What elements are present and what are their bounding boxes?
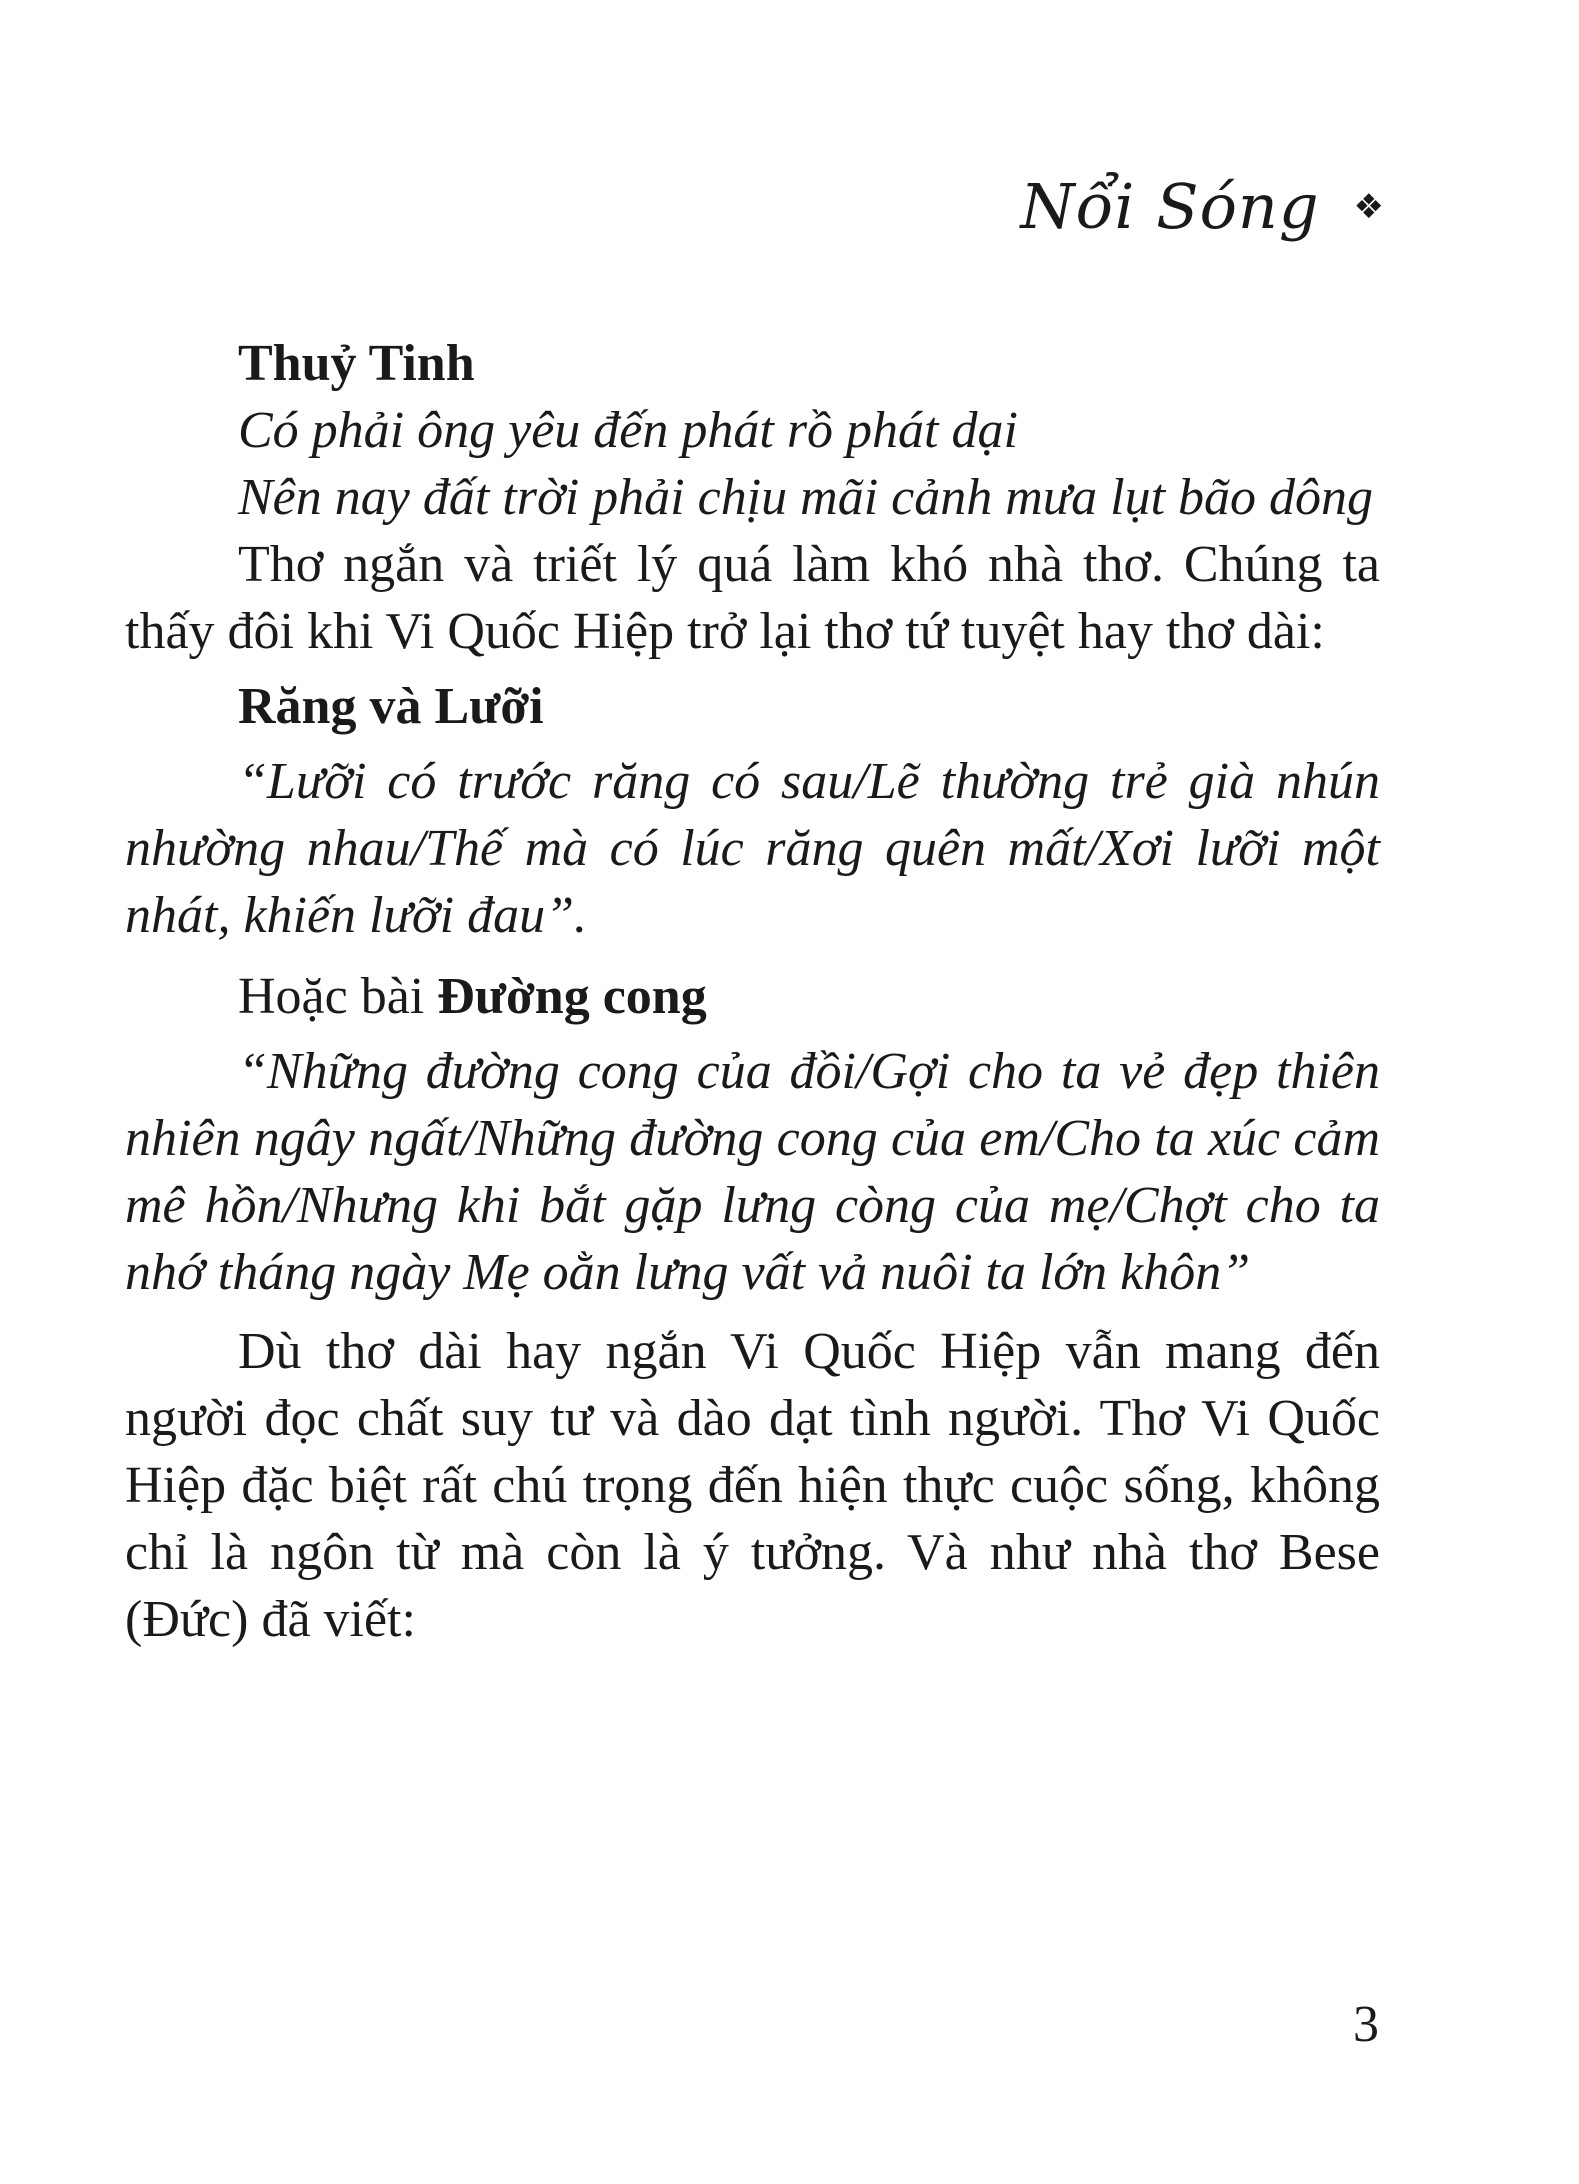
poem-quote-rang-va-luoi: “Lưỡi có trước răng có sau/Lẽ thường trẻ già nhún nhường nhau/Thế mà có lúc răng quên mất/Xơi lưỡi một nhát, khiến lưỡi đau”. (125, 753, 1380, 944)
paragraph-1: Thơ ngắn và triết lý quá làm khó nhà thơ. Chúng ta thấy đôi khi Vi Quốc Hiệp trở lại thơ tứ tuyệt hay thơ dài: (125, 536, 1380, 660)
page-number: 3 (1353, 1996, 1379, 2053)
paragraph-2-prefix: Hoặc bài (238, 968, 438, 1025)
paragraph-2 (125, 963, 1380, 1030)
diamond-ornament-icon: ❖ (1353, 186, 1384, 227)
poem-title-duong-cong: Đường cong (437, 968, 707, 1025)
poem-title-rang-va-luoi: Răng và Lưỡi (238, 678, 544, 735)
running-header-title: Nổi Sóng (1020, 170, 1320, 243)
verse-line-1: Có phải ông yêu đến phát rồ phát dại (238, 402, 1018, 459)
poem-title-thuy-tinh: Thuỷ Tinh (238, 335, 475, 392)
verse-line-2: Nên nay đất trời phải chịu mãi cảnh mưa lụt bão dông (238, 469, 1374, 526)
paragraph-3: Dù thơ dài hay ngắn Vi Quốc Hiệp vẫn mang đến người đọc chất suy tư và dào dạt tình người. Thơ Vi Quốc Hiệp đặc biệt rất chú trọng đến hiện thực cuộc sống, không chỉ là ngôn từ mà còn là ý tưởng. Và như nhà thơ Bese (Đức) đã viết: (125, 1323, 1380, 1648)
running-header (1020, 170, 1384, 243)
poem-quote-duong-cong: “Những đường cong của đồi/Gợi cho ta vẻ đẹp thiên nhiên ngây ngất/Những đường cong của em/Cho ta xúc cảm mê hồn/Nhưng khi bắt gặp lưng còng của mẹ/Chợt cho ta nhớ tháng ngày Mẹ oằn lưng vất vả nuôi ta lớn khôn” (125, 1043, 1380, 1301)
page-body (125, 330, 1380, 1653)
